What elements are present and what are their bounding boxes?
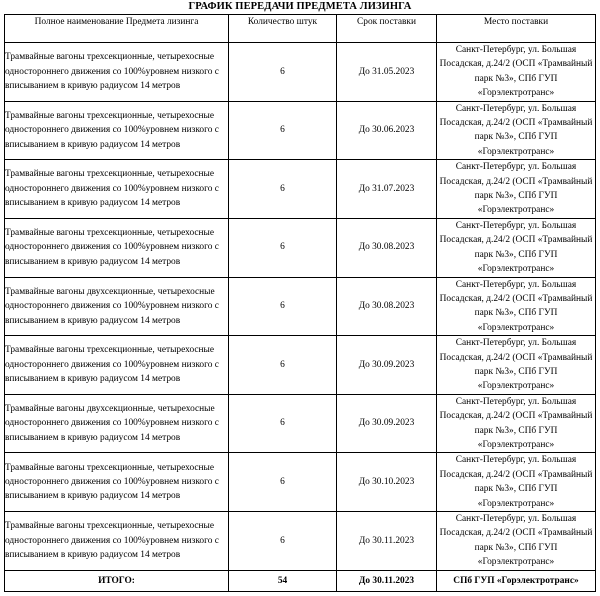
cell-date: До 31.05.2023 bbox=[337, 43, 437, 102]
table-row bbox=[5, 277, 596, 336]
cell-qty: 6 bbox=[229, 453, 337, 512]
cell-place: Санкт-Петербург, ул. Большая Посадская, д.24/2 (ОСП «Трамвайный парк №3», СПб ГУП «Горэлектротранс» bbox=[437, 160, 596, 219]
cell-date: До 30.08.2023 bbox=[337, 277, 437, 336]
cell-date: До 30.09.2023 bbox=[337, 336, 437, 395]
cell-name: Трамвайные вагоны трехсекционные, четырехосные одностороннего движения со 100%уровнем низкого с вписыванием в кривую радиусом 14 метров bbox=[5, 43, 229, 102]
cell-qty: 6 bbox=[229, 512, 337, 571]
cell-qty: 6 bbox=[229, 218, 337, 277]
cell-date: До 30.09.2023 bbox=[337, 394, 437, 453]
cell-qty: 6 bbox=[229, 43, 337, 102]
cell-name: Трамвайные вагоны трехсекционные, четырехосные одностороннего движения со 100%уровнем низкого с вписыванием в кривую радиусом 14 метров bbox=[5, 218, 229, 277]
header-row bbox=[5, 15, 596, 43]
cell-name: Трамвайные вагоны трехсекционные, четырехосные одностороннего движения со 100%уровнем низкого с вписыванием в кривую радиусом 14 метров bbox=[5, 453, 229, 512]
total-date: До 30.11.2023 bbox=[337, 570, 437, 591]
cell-qty: 6 bbox=[229, 160, 337, 219]
cell-date: До 31.07.2023 bbox=[337, 160, 437, 219]
cell-date: До 30.10.2023 bbox=[337, 453, 437, 512]
cell-name: Трамвайные вагоны трехсекционные, четырехосные одностороннего движения со 100%уровнем низкого с вписыванием в кривую радиусом 14 метров bbox=[5, 336, 229, 395]
cell-name: Трамвайные вагоны двухсекционные, четырехосные одностороннего движения со 100%уровнем низкого с вписыванием в кривую радиусом 14 метров bbox=[5, 394, 229, 453]
cell-name: Трамвайные вагоны трехсекционные, четырехосные одностороннего движения со 100%уровнем низкого с вписыванием в кривую радиусом 14 метров bbox=[5, 101, 229, 160]
total-label: ИТОГО: bbox=[5, 570, 229, 591]
cell-date: До 30.11.2023 bbox=[337, 512, 437, 571]
total-place: СПб ГУП «Горэлектротранс» bbox=[437, 570, 596, 591]
table-header bbox=[5, 15, 596, 43]
column-header-date: Срок поставки bbox=[337, 15, 437, 43]
column-header-name: Полное наименование Предмета лизинга bbox=[5, 15, 229, 43]
table-body bbox=[5, 43, 596, 571]
cell-place: Санкт-Петербург, ул. Большая Посадская, д.24/2 (ОСП «Трамвайный парк №3», СПб ГУП «Горэлектротранс» bbox=[437, 101, 596, 160]
cell-qty: 6 bbox=[229, 336, 337, 395]
table-footer bbox=[5, 570, 596, 591]
total-row bbox=[5, 570, 596, 591]
cell-place: Санкт-Петербург, ул. Большая Посадская, д.24/2 (ОСП «Трамвайный парк №3», СПб ГУП «Горэлектротранс» bbox=[437, 512, 596, 571]
cell-place: Санкт-Петербург, ул. Большая Посадская, д.24/2 (ОСП «Трамвайный парк №3», СПб ГУП «Горэлектротранс» bbox=[437, 394, 596, 453]
total-qty: 54 bbox=[229, 570, 337, 591]
table-row bbox=[5, 101, 596, 160]
column-header-qty: Количество штук bbox=[229, 15, 337, 43]
cell-date: До 30.08.2023 bbox=[337, 218, 437, 277]
cell-place: Санкт-Петербург, ул. Большая Посадская, д.24/2 (ОСП «Трамвайный парк №3», СПб ГУП «Горэлектротранс» bbox=[437, 453, 596, 512]
cell-name: Трамвайные вагоны двухсекционные, четырехосные одностороннего движения со 100%уровнем низкого с вписыванием в кривую радиусом 14 метров bbox=[5, 277, 229, 336]
column-header-place: Место поставки bbox=[437, 15, 596, 43]
cell-qty: 6 bbox=[229, 394, 337, 453]
table-row bbox=[5, 218, 596, 277]
cell-qty: 6 bbox=[229, 101, 337, 160]
table-row bbox=[5, 394, 596, 453]
delivery-schedule-table bbox=[4, 14, 596, 592]
table-row bbox=[5, 453, 596, 512]
table-row bbox=[5, 336, 596, 395]
cell-place: Санкт-Петербург, ул. Большая Посадская, д.24/2 (ОСП «Трамвайный парк №3», СПб ГУП «Горэлектротранс» bbox=[437, 218, 596, 277]
cell-place: Санкт-Петербург, ул. Большая Посадская, д.24/2 (ОСП «Трамвайный парк №3», СПб ГУП «Горэлектротранс» bbox=[437, 336, 596, 395]
cell-place: Санкт-Петербург, ул. Большая Посадская, д.24/2 (ОСП «Трамвайный парк №3», СПб ГУП «Горэлектротранс» bbox=[437, 43, 596, 102]
cell-place: Санкт-Петербург, ул. Большая Посадская, д.24/2 (ОСП «Трамвайный парк №3», СПб ГУП «Горэлектротранс» bbox=[437, 277, 596, 336]
document-title: ГРАФИК ПЕРЕДАЧИ ПРЕДМЕТА ЛИЗИНГА bbox=[188, 1, 412, 12]
cell-qty: 6 bbox=[229, 277, 337, 336]
cell-name: Трамвайные вагоны трехсекционные, четырехосные одностороннего движения со 100%уровнем низкого с вписыванием в кривую радиусом 14 метров bbox=[5, 160, 229, 219]
table-row bbox=[5, 160, 596, 219]
cell-date: До 30.06.2023 bbox=[337, 101, 437, 160]
table-row bbox=[5, 512, 596, 571]
table-row bbox=[5, 43, 596, 102]
cell-name: Трамвайные вагоны трехсекционные, четырехосные одностороннего движения со 100%уровнем низкого с вписыванием в кривую радиусом 14 метров bbox=[5, 512, 229, 571]
